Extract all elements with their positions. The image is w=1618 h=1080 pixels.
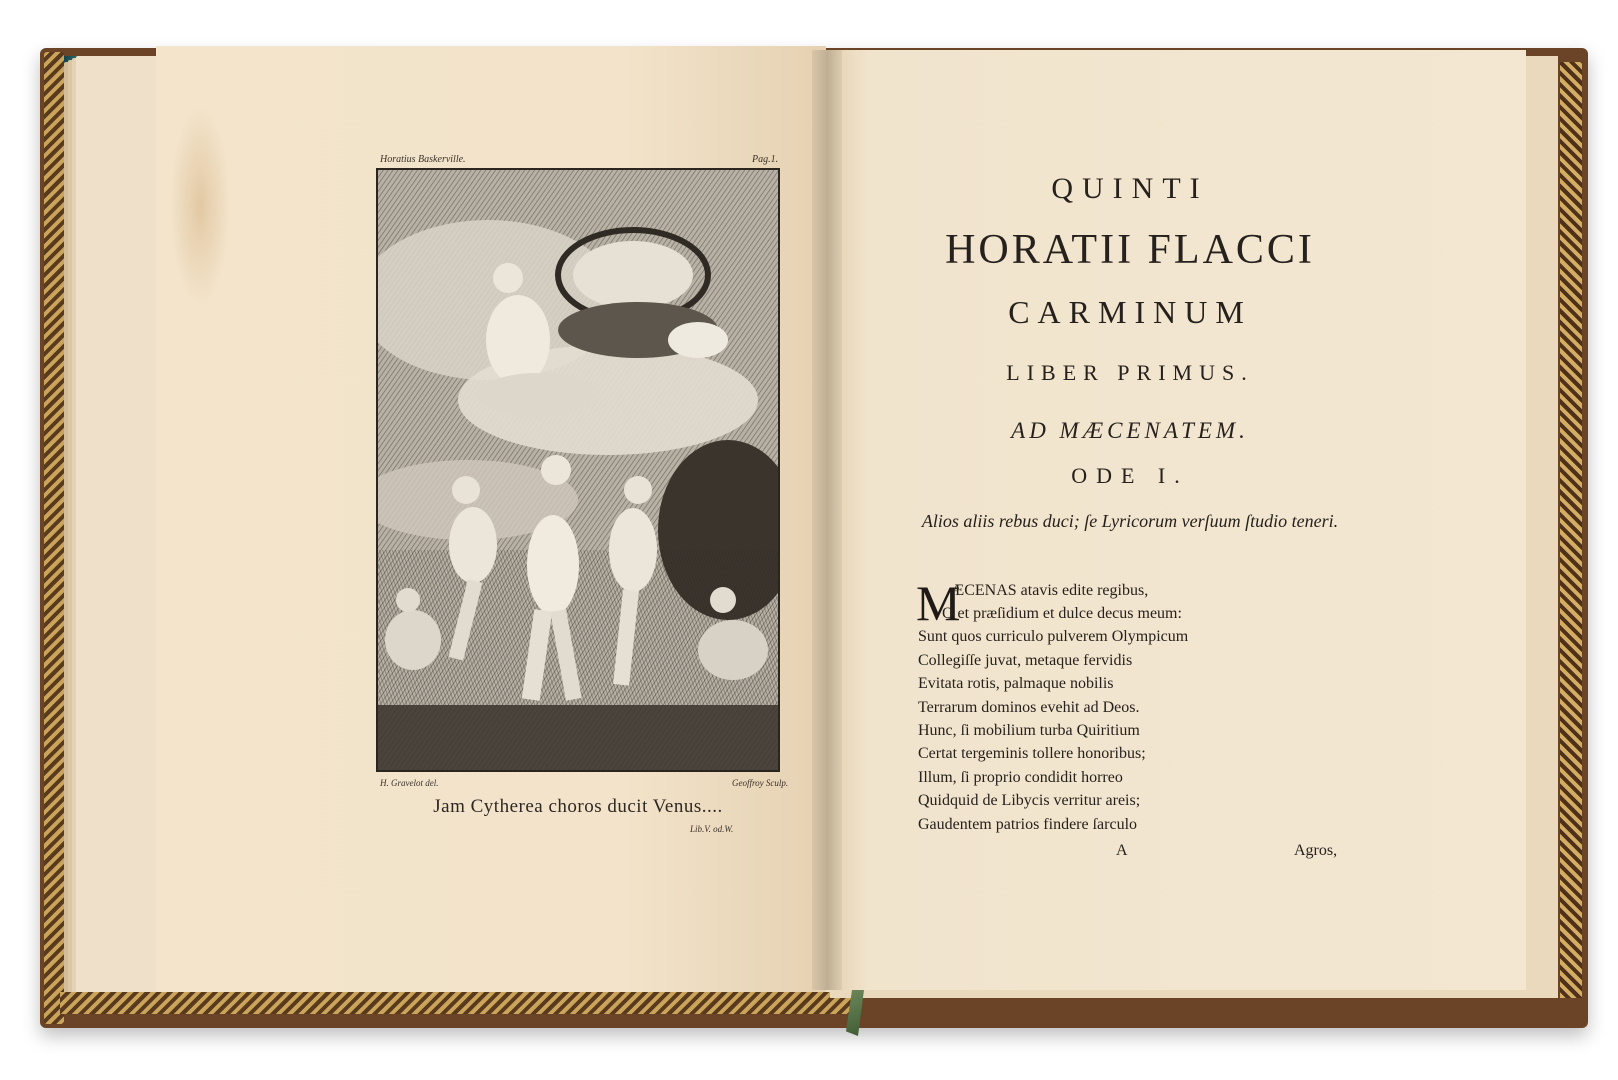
- verse-line: Quidquid de Libycis verritur areis;: [918, 792, 1141, 810]
- engraving-image: [378, 170, 778, 770]
- verse-first-line: ÆCENAS atavis edite regibus,: [950, 582, 1149, 599]
- verse-line: Hunc, ſi mobilium turba Quiritium: [918, 722, 1140, 740]
- title-carminum: CARMINUM: [1008, 294, 1252, 330]
- plate-header-right: Pag.1.: [752, 154, 779, 165]
- plate-reference: Lib.V. od.W.: [690, 824, 734, 834]
- verse-list: [918, 602, 1338, 836]
- verse-line: Evitata rotis, palmaque nobilis: [918, 675, 1114, 693]
- title-liber-primus: LIBER PRIMUS.: [1006, 360, 1254, 385]
- gutter-shadow: [812, 50, 842, 990]
- verse-line: Certat tergeminis tollere honoribus;: [918, 745, 1146, 763]
- credit-engraver: Geoffroy Sculp.: [732, 778, 789, 788]
- verse-line: Illum, ſi proprio condidit horreo: [918, 768, 1123, 786]
- foxing-stain: [170, 106, 230, 306]
- title-ad-maecenatem: AD MÆCENATEM.: [1011, 418, 1249, 443]
- gilt-edge-right: [1560, 62, 1582, 998]
- title-ode: ODE I.: [1071, 463, 1189, 488]
- plate-header-left: Horatius Baskerville.: [380, 154, 466, 165]
- engraving-plate: [376, 168, 780, 772]
- gilt-edge-bottom: [60, 992, 860, 1014]
- verse-line: Sunt quos curriculo pulverem Olympicum: [918, 628, 1189, 646]
- signature-mark: A: [1116, 842, 1128, 859]
- title-horatii-flacci: HORATII FLACCI: [945, 227, 1315, 273]
- verse-line: O et præſidium et dulce decus meum:: [942, 605, 1182, 622]
- gilt-edge-left: [44, 52, 64, 1024]
- plate-caption: Jam Cytherea choros ducit Venus....: [433, 796, 723, 817]
- ode-argument: Alios aliis rebus duci; ſe Lyricorum verſuum ſtudio teneri.: [921, 511, 1339, 531]
- verse-line: Gaudentem patrios findere ſarculo: [918, 815, 1138, 833]
- catchword: Agros,: [1294, 842, 1338, 859]
- drop-cap: M: [916, 575, 961, 631]
- verse-line: Terrarum dominos evehit ad Deos.: [918, 698, 1140, 716]
- credit-draughtsman: H. Gravelot del.: [380, 778, 439, 788]
- verse-line: Collegiſſe juvat, metaque fervidis: [918, 651, 1133, 669]
- title-quinti: QUINTI: [1051, 172, 1209, 205]
